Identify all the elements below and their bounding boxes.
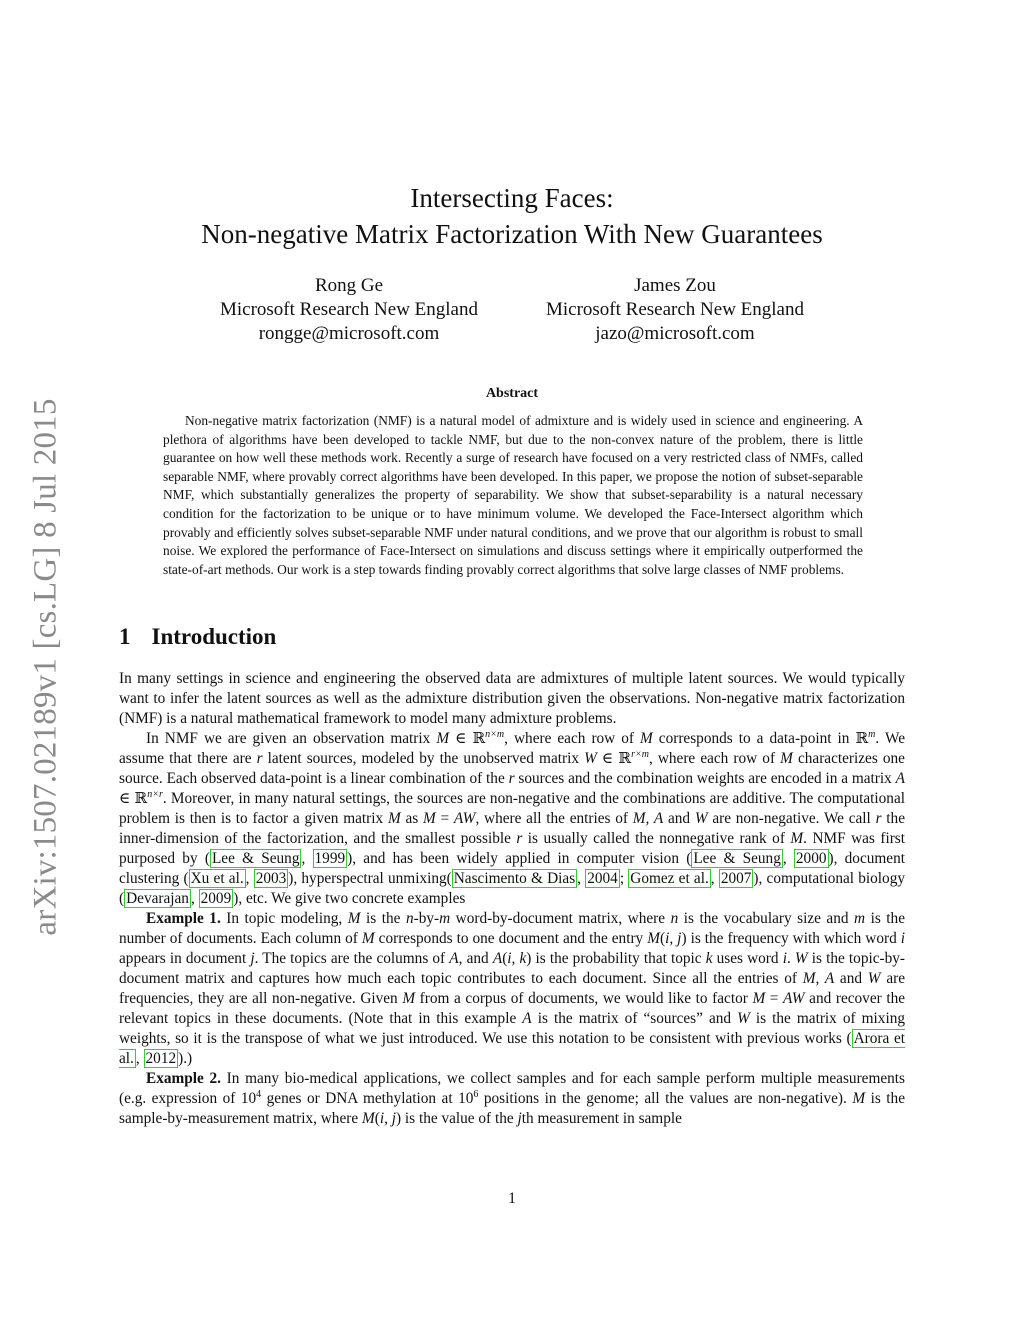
- author-block-1: [199, 274, 499, 346]
- arxiv-identifier-text: arXiv:1507.02189v1 [cs.LG] 8 Jul 2015: [27, 398, 64, 936]
- example-1-paragraph: Example 1. In topic modeling, M is the n-by-m word-by-document matrix, where n is the vocabulary size and m is the number of documents. Each column of M corresponds to one document and the entry M(i, j) is the frequency with which word i appears in document j. The topics are the columns of A, and A(i, k) is the probability that topic k uses word i. W is the topic-by-document matrix and captures how much each topic contributes to each document. Since all the entries of M, A and W are frequencies, they are all non-negative. Given M from a corpus of documents, we would like to factor M = AW and recover the relevant topics in these documents. (Note that in this example A is the matrix of “sources” and W is the matrix of mixing weights, so it is the transpose of what we just introduced. We use this notation to be consistent with previous works ( Arora et al. , 2012 ).): [119, 910, 906, 1067]
- author-block-2: [525, 274, 825, 346]
- citation-link[interactable]: 2012: [145, 1050, 177, 1067]
- author-affiliation: Microsoft Research New England: [219, 299, 478, 320]
- section-number: 1: [119, 624, 131, 649]
- citation-link[interactable]: Arora et al.: [119, 1030, 905, 1067]
- author-email: rongge@microsoft.com: [258, 323, 440, 344]
- citation-link[interactable]: Nascimento & Dias: [453, 870, 576, 887]
- example-2-paragraph: Example 2. In many bio-medical applications, we collect samples and for each sample perform multiple measurements (e.g. expression of $10^4$ genes or DNA methylation at $10^6$ positions in the genome; all the values are non-negative). M is the sample-by-measurement matrix, where M(i, j) is the value of the jth measurement in sample: [119, 1070, 905, 1127]
- citation-link[interactable]: 2000: [795, 850, 827, 867]
- author-affiliation: Microsoft Research New England: [545, 299, 804, 320]
- citation-link[interactable]: 1999: [314, 850, 346, 867]
- intro-paragraph-1: In many settings in science and engineering the observed data are admixtures of multiple latent sources. We would typically want to infer the latent sources as well as the admixture distribution given the observations. Non-negative matrix factorization (NMF) is a natural mathematical framework to model many admixture problems.: [119, 670, 905, 727]
- paper-title-line-1: Intersecting Faces:: [410, 183, 614, 213]
- citation-link[interactable]: Devarajan: [126, 890, 189, 907]
- citation-link[interactable]: 2003: [255, 870, 287, 887]
- example-1-label: Example 1.: [146, 910, 221, 927]
- citation-link[interactable]: 2009: [200, 890, 232, 907]
- abstract-body: [163, 412, 863, 579]
- abstract-heading: Abstract: [485, 386, 539, 401]
- page-number: 1: [508, 1190, 516, 1207]
- citation-link[interactable]: 2007: [720, 870, 752, 887]
- intro-paragraph-2: In NMF we are given an observation matrix M ∈ ℝ$^{n\times m}$, where each row of M corresponds to a data-point in ℝ$^m$. We assume that there are r latent sources, modeled by the unobserved matrix W ∈ ℝ$^{r\times m}$, where each row of M characterizes one source. Each observed data-point is a linear combination of the r sources and the combination weights are encoded in a matrix A ∈ ℝ$^{n\times r}$. Moreover, in many natural settings, the sources are non-negative and the combinations are additive. The computational problem is then is to factor a given matrix M as M = AW, where all the entries of M, A and W are non-negative. We call r the inner-dimension of the factorization, and the smallest possible r is usually called the nonnegative rank of M. NMF was first purposed by ( Lee & Seung , 1999 ), and has been widely applied in computer vision ( Lee & Seung , 2000 ), document clustering ( Xu et al. , 2003 ), hyperspectral unmixing( Nascimento & Dias , 2004 ; Gomez et al. , 2007 ), computational biology ( Devarajan , 2009 ), etc. We give two concrete examples: [119, 728, 906, 907]
- paper-title-line-2: Non-negative Matrix Factorization With New Guarantees: [201, 219, 823, 249]
- citation-link[interactable]: Gomez et al.: [630, 870, 709, 887]
- section-heading-introduction: [119, 624, 276, 650]
- abstract-text: Non-negative matrix factorization (NMF) is a natural model of admixture and is widely used in science and engineering. A plethora of algorithms have been developed to tackle NMF, but due to the non-convex nature of the problem, there is little guarantee on how well these methods work. Recently a surge of research have focused on a very restricted class of NMFs, called separable NMF, where provably correct algorithms have been developed. In this paper, we propose the notion of subset-separable NMF, which substantially generalizes the property of separability. We show that subset-separability is a natural necessary condition for the factorization to be unique or to have minimum volume. We developed the Face-Intersect algorithm which provably and efficiently solves subset-separable NMF under natural conditions, and we prove that our algorithm is robust to small noise. We explored the performance of Face-Intersect on simulations and discuss settings where it empirically outperformed the state-of-art methods. Our work is a step towards finding provably correct algorithms that solve large classes of NMF problems.: [163, 413, 863, 577]
- citation-link[interactable]: Lee & Seung: [693, 850, 781, 867]
- author-email: jazo@microsoft.com: [595, 323, 755, 344]
- introduction-body: [119, 669, 905, 1129]
- citation-link[interactable]: Xu et al.: [190, 870, 244, 887]
- author-name: Rong Ge: [314, 275, 384, 296]
- author-name: James Zou: [634, 275, 716, 296]
- citation-link[interactable]: 2004: [587, 870, 618, 887]
- example-2-label: Example 2.: [146, 1070, 221, 1087]
- citation-link[interactable]: Lee & Seung: [211, 850, 300, 867]
- arxiv-identifier-stamp: [20, 372, 72, 962]
- section-title: Introduction: [151, 624, 277, 649]
